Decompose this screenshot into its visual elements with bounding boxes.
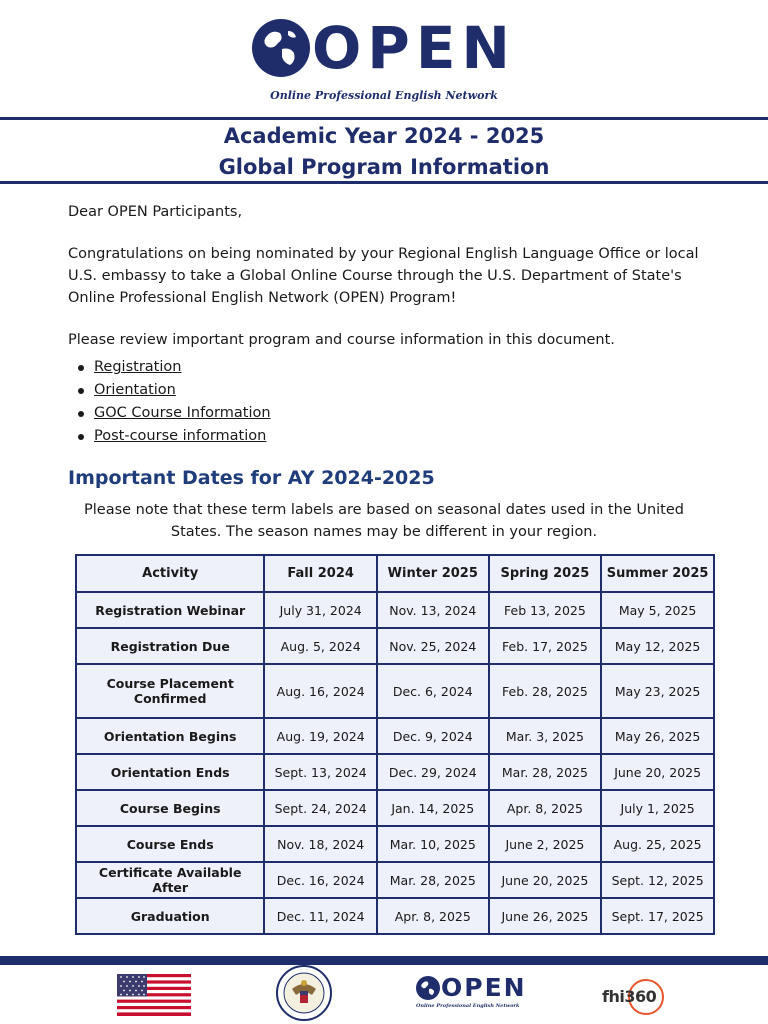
review-paragraph: Please review important program and course information in this document.: [68, 332, 615, 348]
activity-cell: Orientation Ends: [76, 754, 264, 790]
header-bottom-rule: [0, 181, 768, 184]
column-header: Summer 2025: [601, 555, 714, 592]
date-cell: May 5, 2025: [601, 592, 714, 628]
post-course-information-link[interactable]: Post-course information: [94, 428, 267, 444]
table-row: [76, 592, 714, 628]
date-cell: May 23, 2025: [601, 664, 714, 718]
date-cell: Aug. 19, 2024: [264, 718, 377, 754]
date-cell: Feb. 17, 2025: [489, 628, 602, 664]
column-header: Spring 2025: [489, 555, 602, 592]
table-header-row: [76, 555, 714, 592]
activity-cell: Registration Due: [76, 628, 264, 664]
date-cell: July 1, 2025: [601, 790, 714, 826]
activity-cell: Certificate Available After: [76, 862, 264, 898]
date-cell: Jan. 14, 2025: [377, 790, 489, 826]
column-header: Activity: [76, 555, 264, 592]
important-dates-table: [75, 554, 715, 935]
date-cell: June 2, 2025: [489, 826, 602, 862]
header-top-rule: [0, 117, 768, 120]
table-row: [76, 898, 714, 934]
registration-link[interactable]: Registration: [94, 359, 182, 375]
table-row: [76, 628, 714, 664]
title-line-1: Academic Year 2024 - 2025: [223, 124, 545, 148]
date-cell: Sept. 17, 2025: [601, 898, 714, 934]
open-footer-logo: [416, 975, 526, 1009]
date-cell: May 12, 2025: [601, 628, 714, 664]
date-cell: Mar. 3, 2025: [489, 718, 602, 754]
title-line-2: Global Program Information: [218, 155, 550, 179]
logo-wordmark: OPEN: [312, 14, 516, 82]
season-note: Please note that these term labels are based on seasonal dates used in the United States. The season names may be different in your region.: [84, 502, 684, 540]
date-cell: June 20, 2025: [489, 862, 602, 898]
date-cell: Dec. 11, 2024: [264, 898, 377, 934]
table-row: [76, 826, 714, 862]
activity-cell: Orientation Begins: [76, 718, 264, 754]
date-cell: Feb. 28, 2025: [489, 664, 602, 718]
date-cell: July 31, 2024: [264, 592, 377, 628]
date-cell: Nov. 13, 2024: [377, 592, 489, 628]
footer-logos: [0, 965, 768, 1024]
date-cell: Nov. 18, 2024: [264, 826, 377, 862]
table-row: [76, 754, 714, 790]
table-row: [76, 862, 714, 898]
date-cell: Apr. 8, 2025: [377, 898, 489, 934]
date-cell: Sept. 13, 2024: [264, 754, 377, 790]
page-title: [0, 121, 768, 183]
date-cell: Aug. 16, 2024: [264, 664, 377, 718]
list-item: [94, 356, 708, 379]
date-cell: May 26, 2025: [601, 718, 714, 754]
date-cell: Dec. 6, 2024: [377, 664, 489, 718]
fhi360-wordmark: fhi360: [602, 987, 657, 1006]
us-flag-icon: [117, 974, 191, 1016]
date-cell: Dec. 16, 2024: [264, 862, 377, 898]
table-row: [76, 718, 714, 754]
activity-cell: Registration Webinar: [76, 592, 264, 628]
column-header: Winter 2025: [377, 555, 489, 592]
open-footer-wordmark: OPEN: [441, 973, 527, 1002]
date-cell: Dec. 29, 2024: [377, 754, 489, 790]
section-links-list: [94, 356, 708, 448]
date-cell: Aug. 25, 2025: [601, 826, 714, 862]
footer-bar: [0, 956, 768, 965]
date-cell: Mar. 28, 2025: [377, 862, 489, 898]
date-cell: Sept. 12, 2025: [601, 862, 714, 898]
activity-cell: Graduation: [76, 898, 264, 934]
intro-section: [68, 201, 708, 448]
activity-cell: Course Ends: [76, 826, 264, 862]
intro-paragraph: Congratulations on being nominated by your Regional English Language Office or local U.S. embassy to take a Global Online Course through the U.S. Department of State's Online Professional English Network (OPEN) Program!: [68, 246, 699, 306]
orientation-link[interactable]: Orientation: [94, 382, 176, 398]
table-row: [76, 790, 714, 826]
date-cell: Mar. 28, 2025: [489, 754, 602, 790]
fhi360-logo: [602, 977, 668, 1017]
date-cell: Nov. 25, 2024: [377, 628, 489, 664]
date-cell: Sept. 24, 2024: [264, 790, 377, 826]
important-dates-heading: Important Dates for AY 2024-2025: [68, 467, 435, 489]
date-cell: Aug. 5, 2024: [264, 628, 377, 664]
date-cell: Feb 13, 2025: [489, 592, 602, 628]
header-logo: [0, 14, 768, 102]
list-item: [94, 402, 708, 425]
state-department-seal-icon: [276, 965, 332, 1021]
activity-cell: Course Begins: [76, 790, 264, 826]
greeting: Dear OPEN Participants,: [68, 204, 243, 220]
globe-icon: [416, 976, 440, 1000]
date-cell: Apr. 8, 2025: [489, 790, 602, 826]
column-header: Fall 2024: [264, 555, 377, 592]
date-cell: Dec. 9, 2024: [377, 718, 489, 754]
activity-cell: Course Placement Confirmed: [76, 664, 264, 718]
date-cell: June 20, 2025: [601, 754, 714, 790]
goc-course-information-link[interactable]: GOC Course Information: [94, 405, 271, 421]
date-cell: Mar. 10, 2025: [377, 826, 489, 862]
table-row: [76, 664, 714, 718]
open-footer-tagline: Online Professional English Network: [416, 1003, 520, 1009]
list-item: [94, 379, 708, 402]
logo-tagline: Online Professional English Network: [270, 89, 498, 102]
date-cell: June 26, 2025: [489, 898, 602, 934]
globe-icon: [252, 19, 310, 77]
list-item: [94, 425, 708, 448]
